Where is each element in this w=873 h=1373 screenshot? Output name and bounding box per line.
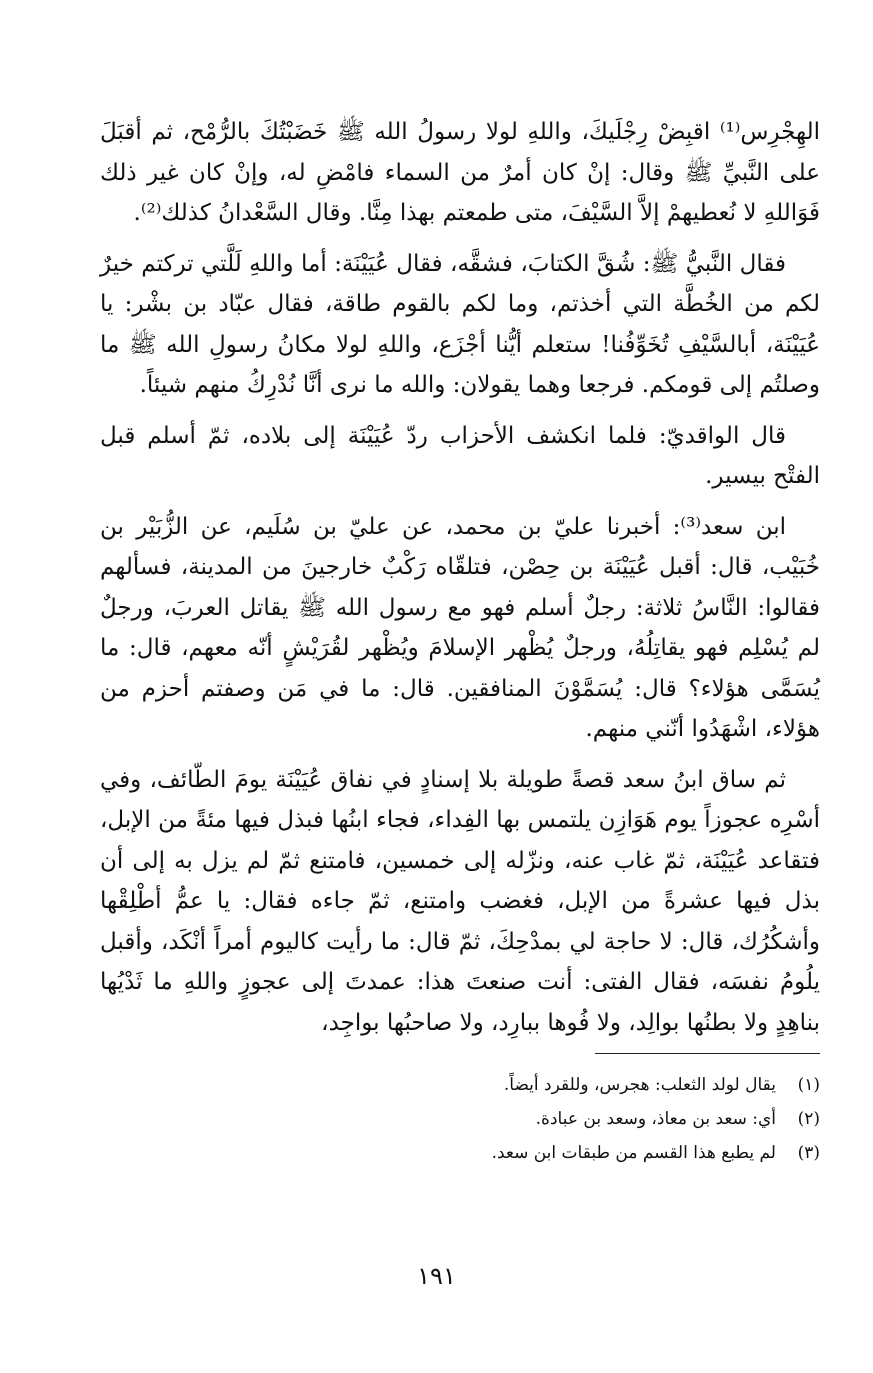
footnote-1	[100, 1068, 820, 1102]
footnote-text: يقال لولد الثعلب: هجرس، وللقرد أيضاً.	[503, 1075, 776, 1095]
page-number: ١٩١	[417, 1262, 456, 1290]
page-body	[100, 112, 820, 1170]
footnote-2	[100, 1102, 820, 1136]
footnote-divider	[595, 1053, 820, 1054]
footnote-3	[100, 1136, 820, 1170]
footnote-number: (٣)	[797, 1143, 820, 1163]
paragraph-3: قال الواقديّ: فلما انكشف الأحزاب ردّ عُيَيْنَة إلى بلاده، ثمّ أسلم قبل الفتْح بيسير.	[100, 422, 820, 489]
paragraph-4: ابن سعد⁽³⁾: أخبرنا عليّ بن محمد، عن عليّ بن سُلَيم، عن الزُّبَيْر بن خُبَيْب، قال: أقبل عُيَيْنَة بن حِصْن، فتلقّاه رَكْبٌ خارجينَ من المدينة، فسألهم فقالوا: النَّاسُ ثلاثة: رجلٌ أسلم فهو مع رسول الله ﷺ يقاتل العربَ، ورجلٌ لم يُسْلِم فهو يقاتِلُهُ، ورجلٌ يُظْهر الإسلامَ ويُظْهر لقُرَيْشٍ أنّه معهم، قال: ما يُسَمَّى هؤلاء؟ قال: يُسَمَّوْنَ المنافقين. قال: ما في مَن وصفتم أحزم من هؤلاء، اشْهَدُوا أنّني منهم.	[100, 513, 820, 742]
footnote-number: (١)	[797, 1075, 820, 1095]
paragraph-5: ثم ساق ابنُ سعد قصةً طويلة بلا إسنادٍ في نفاق عُيَيْنَة يومَ الطّائف، وفي أسْرِه عجوزاً يوم هَوَازِن يلتمس بها الفِداء، فجاء ابنُها فبذل فيها مئةً من الإبل، فتقاعد عُيَيْنَة، ثمّ غاب عنه، ونزّله إلى خمسين، فامتنع ثمّ لم يزل به إلى أن بذل فيها عشرةً من الإبل، فغضب وامتنع، ثمّ جاءه فقال: يا عمُّ أطْلِقْها وأشكُرُك، قال: لا حاجة لي بمدْحِكَ، ثمّ قال: ما رأيت كاليوم أمراً أنْكَد، وأقبل يلُومُ نفسَه، فقال الفتى: أنت صنعتَ هذا: عمدتَ إلى عجوزٍ واللهِ ما ثَدْيُها بناهِدٍ ولا بطنُها بوالِد، ولا فُوها ببارِد، ولا صاحبُها بواجِد،	[100, 766, 820, 1036]
paragraph-2: فقال النَّبيُّ ﷺ: شُقَّ الكتابَ، فشقَّه، فقال عُيَيْنَة: أما واللهِ لَلَّتي تركتم خيرٌ لكم من الخُطَّة التي أخذتم، وما لكم بالقوم طاقة، فقال عبّاد بن بشْر: يا عُيَيْنَة، أبالسَّيْفِ تُخَوِّفُنا! ستعلم أيُّنا أجْزَع، واللهِ لولا مكانُ رسولِ الله ﷺ ما وصلتُم إلى قومكم. فرجعا وهما يقولان: والله ما نرى أنَّا نُدْرِكُ منهم شيئاً.	[100, 250, 820, 398]
paragraph-1: الهِجْرِس⁽¹⁾ اقبِضْ رِجْلَيكَ، واللهِ لولا رسولُ الله ﷺ خَضَبْتُكَ بالرُّمْح، ثم أقبَلَ على النَّبيِّ ﷺ وقال: إنْ كان أمرٌ من السماء فامْضِ له، وإنْ كان غير ذلك فَوَاللهِ لا نُعطيهمْ إلاَّ السَّيْفَ، متى طمعتم بهذا مِنَّا. وقال السَّعْدانُ كذلك⁽²⁾.	[100, 119, 820, 226]
footnote-text: أي: سعد بن معاذ، وسعد بن عبادة.	[535, 1109, 776, 1129]
footnotes	[100, 1068, 820, 1170]
footnote-number: (٢)	[797, 1109, 820, 1129]
footnote-text: لم يطبع هذا القسم من طبقات ابن سعد.	[491, 1143, 776, 1163]
